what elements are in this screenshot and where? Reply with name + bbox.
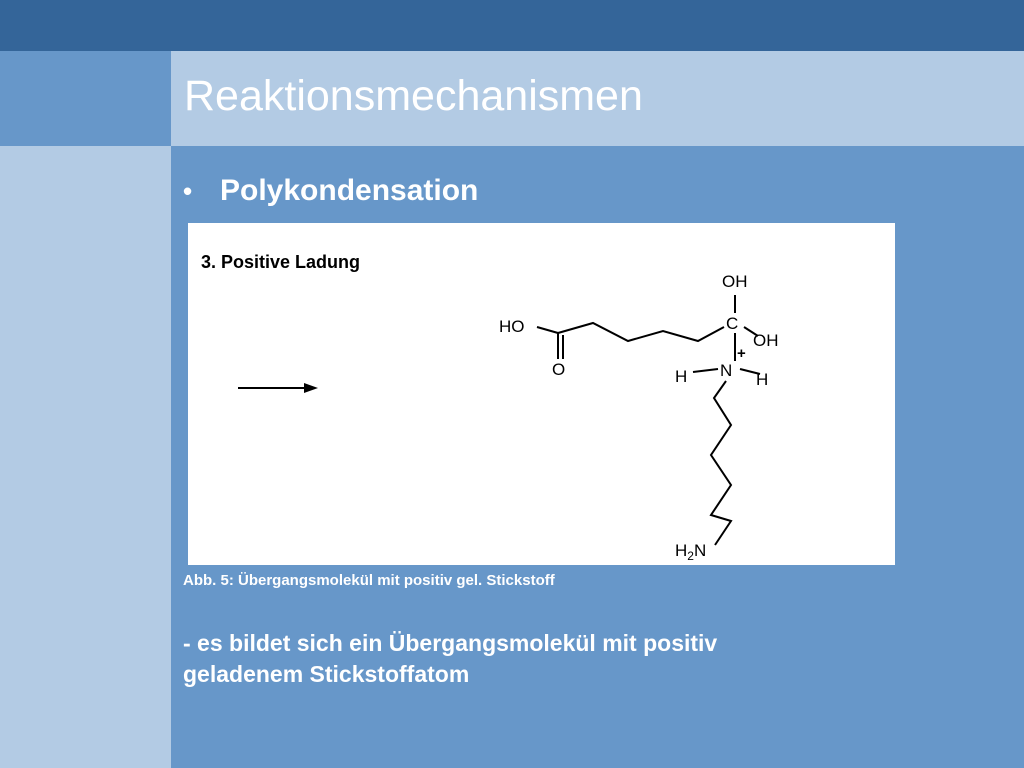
amine-group <box>675 541 706 563</box>
body-line-2: geladenem Stickstoffatom <box>183 661 470 687</box>
atom-oh-top: OH <box>722 272 748 291</box>
reaction-arrow <box>238 383 318 393</box>
atom-nitrogen: N <box>720 361 733 380</box>
body-line-1: - es bildet sich ein Übergangsmolekül mit positiv <box>183 630 718 656</box>
amine-h: H <box>675 541 688 560</box>
left-strip <box>0 146 171 768</box>
bullet-text: Polykondensation <box>220 174 479 207</box>
amine-subscript: 2 <box>687 549 694 563</box>
atom-ho-left: HO <box>499 317 525 336</box>
figure-heading: 3. Positive Ladung <box>201 252 361 272</box>
bullet-item <box>183 174 478 208</box>
molecule-diagram <box>188 223 895 565</box>
bullet-marker: • <box>183 175 193 206</box>
reaction-figure <box>188 223 895 565</box>
atom-carbon: C <box>726 314 739 333</box>
atom-labels <box>499 272 779 563</box>
atom-oxygen: O <box>552 360 566 379</box>
body-paragraph <box>183 628 863 690</box>
atom-h-left: H <box>675 367 688 386</box>
atom-oh-right: OH <box>753 331 779 350</box>
top-bar <box>0 0 1024 51</box>
amine-n: N <box>693 541 707 560</box>
figure-caption: Abb. 5: Übergangsmolekül mit positiv gel. Stickstoff <box>183 572 555 589</box>
charge-plus: + <box>737 345 746 362</box>
slide-title: Reaktionsmechanismen <box>184 72 643 120</box>
corner-block <box>0 51 171 146</box>
atom-h-right: H <box>756 370 769 389</box>
